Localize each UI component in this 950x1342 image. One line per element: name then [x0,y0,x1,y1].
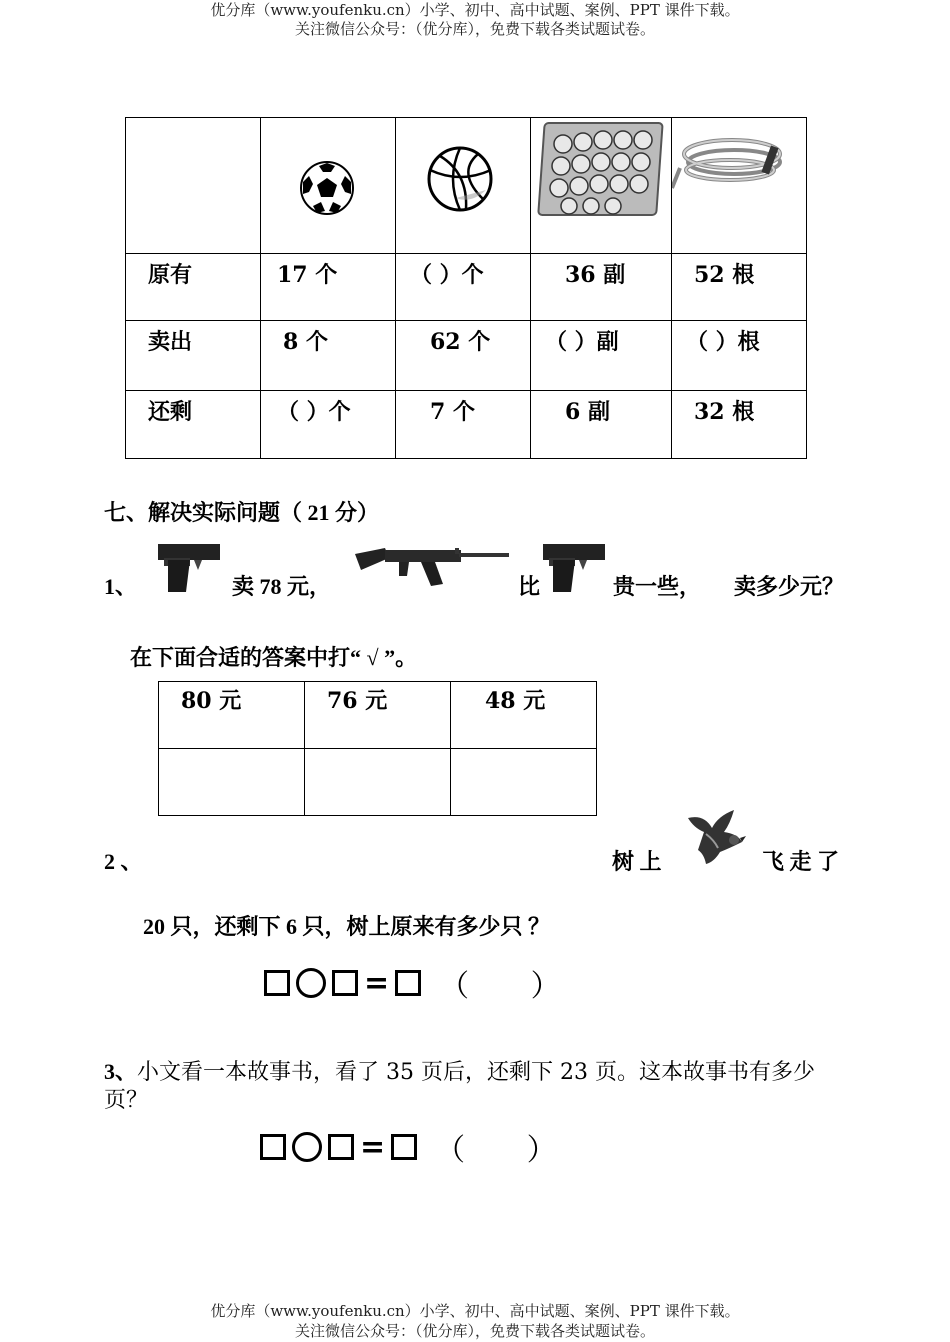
table-cell: 8 个 [261,321,396,391]
answer-box[interactable] [328,1134,354,1160]
q1-text-b: 比 [518,574,541,599]
row-label: 卖出 [126,321,261,391]
unit-parentheses[interactable]: （ ） [439,969,587,1004]
q1-text-d: 卖多少元？ [734,574,845,599]
table-cell: 6 副 [531,391,672,459]
q3-equation [260,1125,583,1169]
q2-number: 2 、 [104,849,143,874]
table-cell: 36 副 [531,254,672,321]
bird-icon [684,808,748,866]
q3-text: 小文看一本故事书，看了 35 页后，还剩下 23 页。这本故事书有多少页？ [104,1060,815,1113]
table-cell: 7 个 [396,391,531,459]
answer-checkbox-cell[interactable] [159,749,305,816]
header-line-2: 关注微信公众号：（优分库），免费下载各类试题试卷。 [294,20,655,38]
option-cell: 48 元 [451,682,597,749]
table-cell: 62 个 [396,321,531,391]
goods-table [125,117,807,459]
q2-text-b: 飞 走 了 [762,849,840,874]
operator-circle[interactable] [296,968,326,998]
footer-line-2: 关注微信公众号：（优分库），免费下载各类试题试卷。 [294,1322,655,1340]
answer-box[interactable] [391,1134,417,1160]
table-cell: （ ）根 [672,321,807,391]
rifle-icon [355,542,510,592]
section-title: 七、解决实际问题（ 21 分） [104,500,380,525]
equals-sign: = [360,1129,386,1165]
table-cell: 52 根 [672,254,807,321]
table-row [126,391,807,459]
equals-sign: = [364,965,390,1001]
table-row [126,254,807,321]
q2-equation [264,961,587,1005]
q1-text-a: 卖 78 元， [232,574,332,599]
option-cell: 76 元 [305,682,451,749]
soccer-cell [261,118,396,254]
q1-text-c: 贵一些， [613,574,702,599]
chess-cell [531,118,672,254]
answer-box[interactable] [264,970,290,996]
soccer-ball-icon [261,118,395,247]
table-cell: （ ）个 [396,254,531,321]
table-cell: （ ）个 [261,391,396,459]
pistol-icon [158,540,222,592]
q3-number: 3、 [104,1059,138,1084]
footer-line-1: 优分库（www.youfenku.cn）小学、初中、高中试题、案例、PPT 课件下载。 [210,1302,740,1320]
answer-checkbox-cell[interactable] [305,749,451,816]
basketball-cell [396,118,531,254]
table-row [126,321,807,391]
basketball-icon [396,118,530,247]
empty-corner-cell [126,118,261,254]
answer-table [158,681,597,816]
answer-box[interactable] [395,970,421,996]
row-label: 还剩 [126,391,261,459]
table-cell: 32 根 [672,391,807,459]
table-cell: （ ）副 [531,321,672,391]
q1-instruction: 在下面合适的答案中打“ √ ”。 [130,645,418,670]
answer-box[interactable] [332,970,358,996]
chess-set-icon [531,118,671,247]
q3-block [104,1058,849,1115]
unit-parentheses[interactable]: （ ） [435,1133,583,1168]
jump-rope-icon [672,118,806,247]
option-cell: 80 元 [159,682,305,749]
header-line-1: 优分库（www.youfenku.cn）小学、初中、高中试题、案例、PPT 课件下载。 [210,1,740,19]
row-label: 原有 [126,254,261,321]
answer-box[interactable] [260,1134,286,1160]
operator-circle[interactable] [292,1132,322,1162]
q2-text-a: 树 上 [612,849,662,874]
image-row [126,118,807,254]
rope-cell [672,118,807,254]
answer-checkbox-cell[interactable] [451,749,597,816]
q2-line-2: 20 只，还剩下 6 只，树上原来有多少只 ？ [143,914,551,939]
q1-number: 1、 [104,574,138,599]
table-cell: 17 个 [261,254,396,321]
pistol-icon [543,540,607,592]
